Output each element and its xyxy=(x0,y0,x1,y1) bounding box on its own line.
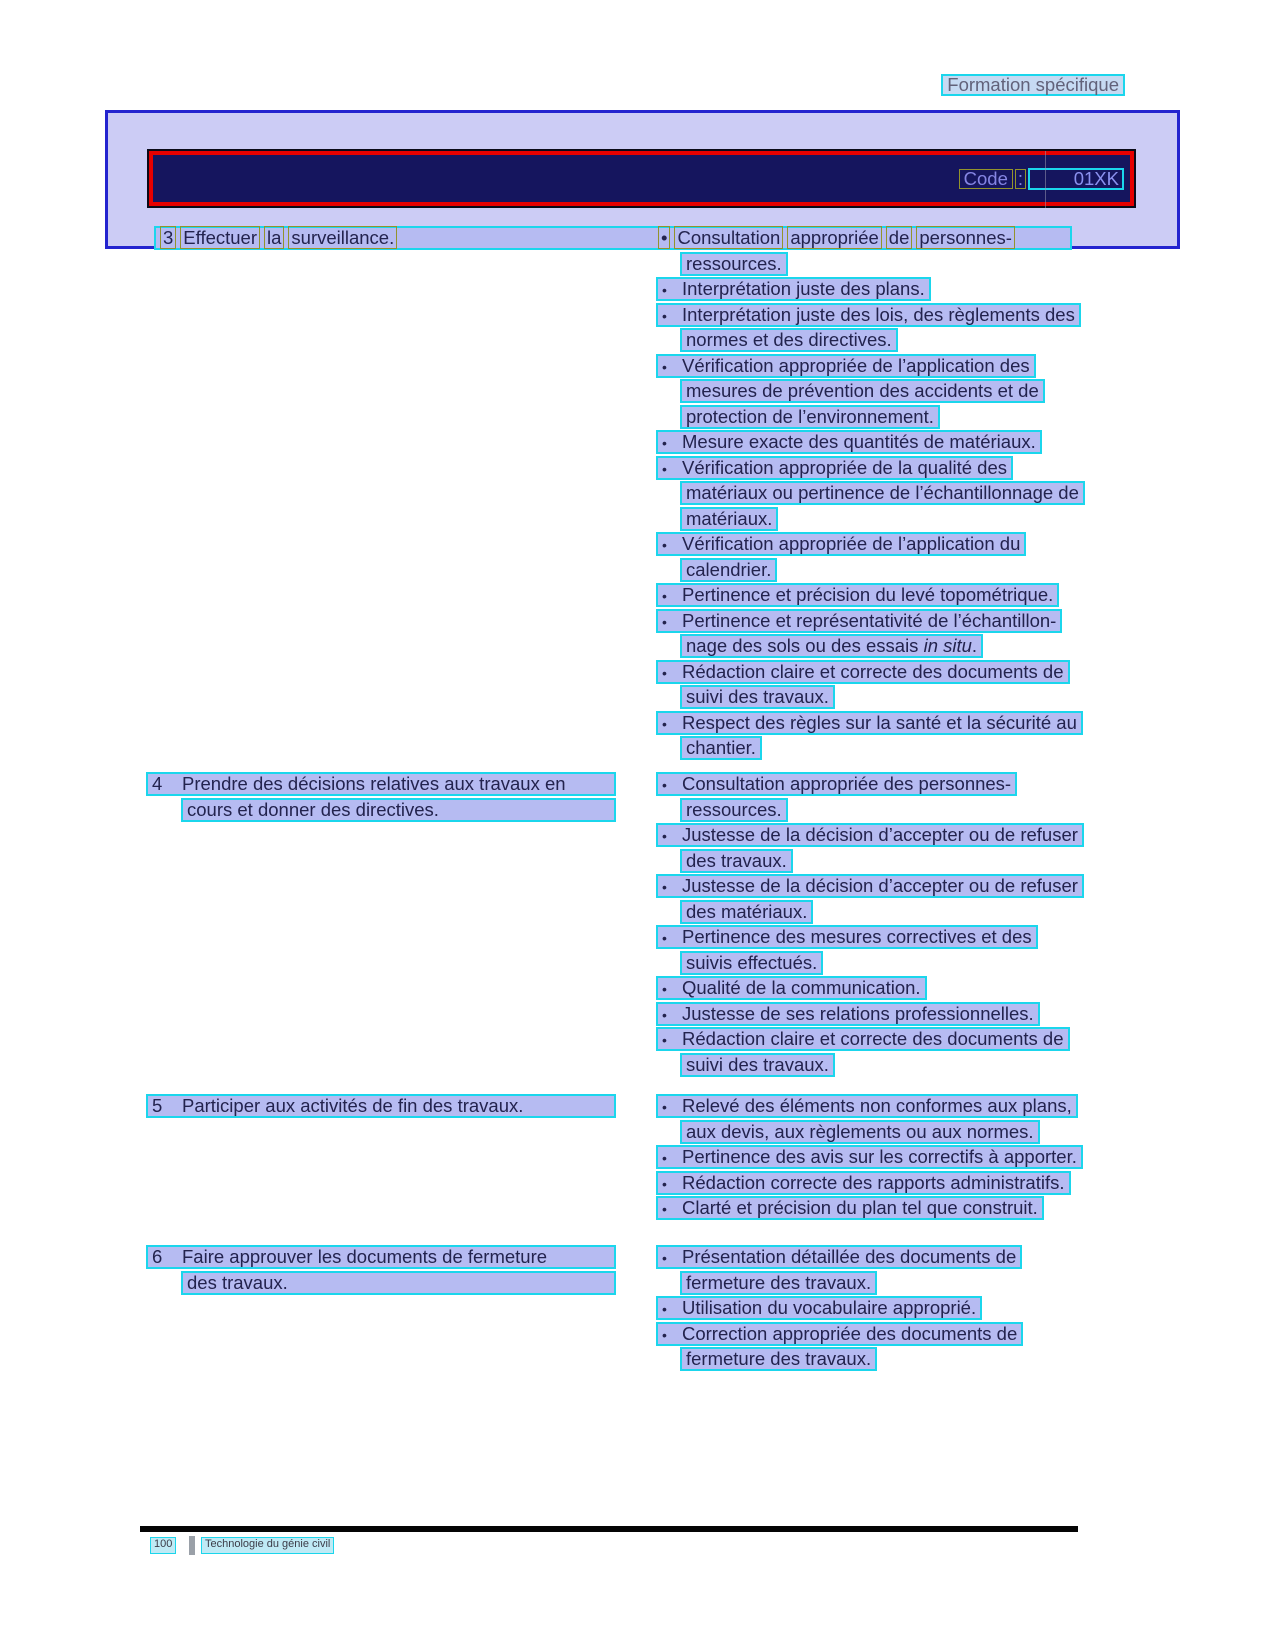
code-label: Code xyxy=(959,169,1013,189)
criterion-line: matériaux. xyxy=(680,507,778,531)
word-box: Consultation xyxy=(674,226,783,249)
criterion-line: • Consultation appropriée des personnes- xyxy=(656,772,1017,796)
code-separator: : xyxy=(1015,169,1026,189)
task-text-line: 5 Participer aux activités de fin des travaux. xyxy=(146,1094,616,1118)
bullet-icon: • xyxy=(662,1326,667,1343)
table-first-row-band xyxy=(154,226,1072,250)
task-number: 4 xyxy=(152,773,163,794)
criterion-line: fermeture des travaux. xyxy=(680,1347,877,1371)
criterion-line: • Justesse de ses relations professionnelles. xyxy=(656,1002,1040,1026)
bullet-icon: • xyxy=(662,282,667,298)
word-box: de xyxy=(886,226,913,249)
bullet-icon: • xyxy=(662,828,667,844)
criterion-line: • Interprétation juste des plans. xyxy=(656,277,931,301)
footer-rule xyxy=(140,1526,1078,1532)
criterion-line: • Vérification appropriée de l’application du xyxy=(656,532,1026,556)
criterion-line: • Interprétation juste des lois, des règlements des xyxy=(656,303,1081,327)
bullet-icon: • xyxy=(662,1175,667,1192)
criterion-line: calendrier. xyxy=(680,558,777,582)
word-box: Effectuer xyxy=(180,226,260,249)
criterion-line: • Pertinence des avis sur les correctifs à apporter. xyxy=(656,1145,1083,1169)
criterion-line: suivi des travaux. xyxy=(680,1053,835,1077)
criterion-line: • Présentation détaillée des documents de xyxy=(656,1245,1022,1269)
criterion-line: chantier. xyxy=(680,736,762,760)
criterion-line: • Mesure exacte des quantités de matériaux. xyxy=(656,430,1042,454)
criterion-line: matériaux ou pertinence de l’échantillonnage de xyxy=(680,481,1085,505)
criterion-line: • Pertinence et représentativité de l’échantillon- xyxy=(656,609,1062,633)
task-number: 5 xyxy=(152,1095,163,1116)
bullet-icon: • xyxy=(662,1006,667,1023)
criterion-line: • Vérification appropriée de l’application des xyxy=(656,354,1036,378)
footer-divider xyxy=(189,1536,195,1555)
criterion-line: • Pertinence des mesures correctives et des xyxy=(656,925,1038,949)
bullet-icon: • xyxy=(662,1099,667,1115)
criterion-line: fermeture des travaux. xyxy=(680,1271,877,1295)
criterion-line: • Rédaction claire et correcte des documents de xyxy=(656,1027,1070,1051)
criterion-line: • Relevé des éléments non conformes aux plans, xyxy=(656,1094,1078,1118)
word-box: surveillance. xyxy=(288,226,397,249)
code-field xyxy=(959,168,1124,190)
bullet-icon: • xyxy=(662,981,667,997)
bullet-icon: • xyxy=(662,435,667,451)
criterion-line: • Utilisation du vocabulaire approprié. xyxy=(656,1296,982,1320)
word-box: appropriée xyxy=(787,226,881,249)
bullet-icon: • xyxy=(662,879,667,895)
criterion-line: • Vérification appropriée de la qualité des xyxy=(656,456,1013,480)
criterion-line: aux devis, aux règlements ou aux normes. xyxy=(680,1120,1040,1144)
task-number: 6 xyxy=(152,1246,163,1267)
bullet-icon: • xyxy=(662,1250,667,1266)
bullet-icon: • xyxy=(662,460,667,477)
criterion-line: • Justesse de la décision d’accepter ou de refuser xyxy=(656,874,1084,898)
criterion-line: • Justesse de la décision d’accepter ou de refuser xyxy=(656,823,1084,847)
task-text-line: 6 Faire approuver les documents de fermeture xyxy=(146,1245,616,1269)
bullet-icon: • xyxy=(662,307,667,324)
criterion-line: • Respect des règles sur la santé et la sécurité au xyxy=(656,711,1083,735)
criterion-line: mesures de prévention des accidents et de xyxy=(680,379,1045,403)
criterion-line: des matériaux. xyxy=(680,900,813,924)
criterion-line: protection de l’environnement. xyxy=(680,405,940,429)
bullet-icon: • xyxy=(662,1032,667,1048)
task-text-line: 4 Prendre des décisions relatives aux travaux en xyxy=(146,772,616,796)
criterion-line: ressources. xyxy=(680,252,788,276)
bullet-icon: • xyxy=(662,715,667,732)
task-text-line: cours et donner des directives. xyxy=(181,798,616,822)
bullet-icon: • xyxy=(662,664,667,681)
criterion-line: nage des sols ou des essais in situ. xyxy=(680,634,983,658)
bullet-icon: • xyxy=(662,1301,667,1317)
word-box: la xyxy=(264,226,284,249)
criterion-line: • Correction appropriée des documents de xyxy=(656,1322,1023,1346)
page-number: 100 xyxy=(150,1537,176,1554)
band-criterion-start xyxy=(658,228,1019,247)
criterion-line: suivis effectués. xyxy=(680,951,823,975)
criterion-line: suivi des travaux. xyxy=(680,685,835,709)
word-box: personnes- xyxy=(916,226,1015,249)
criterion-line: normes et des directives. xyxy=(680,328,898,352)
bullet-icon: • xyxy=(662,588,667,604)
code-value: 01XK xyxy=(1028,168,1124,190)
bullet-icon: • xyxy=(662,1150,667,1166)
code-header-bar xyxy=(149,151,1134,206)
task-number: 3 xyxy=(160,226,176,249)
bullet-icon: • xyxy=(662,930,667,946)
criterion-line: • Rédaction claire et correcte des documents de xyxy=(656,660,1070,684)
criterion-line: ressources. xyxy=(680,798,788,822)
bullet-icon: • xyxy=(662,358,667,375)
program-name: Technologie du génie civil xyxy=(201,1537,334,1554)
criterion-line: • Rédaction correcte des rapports administratifs. xyxy=(656,1171,1071,1195)
bullet-icon: • xyxy=(662,537,667,553)
bullet-icon: • xyxy=(658,226,670,249)
criterion-line: • Qualité de la communication. xyxy=(656,976,927,1000)
criterion-line: • Pertinence et précision du levé topométrique. xyxy=(656,583,1059,607)
task-text-line: des travaux. xyxy=(181,1271,616,1295)
section-label: Formation spécifique xyxy=(941,74,1125,96)
scan-artifact-line xyxy=(1045,151,1046,208)
criterion-line: des travaux. xyxy=(680,849,793,873)
bullet-icon: • xyxy=(662,613,667,630)
bullet-icon: • xyxy=(662,1201,667,1217)
criterion-line: • Clarté et précision du plan tel que construit. xyxy=(656,1196,1044,1220)
bullet-icon: • xyxy=(662,777,667,793)
